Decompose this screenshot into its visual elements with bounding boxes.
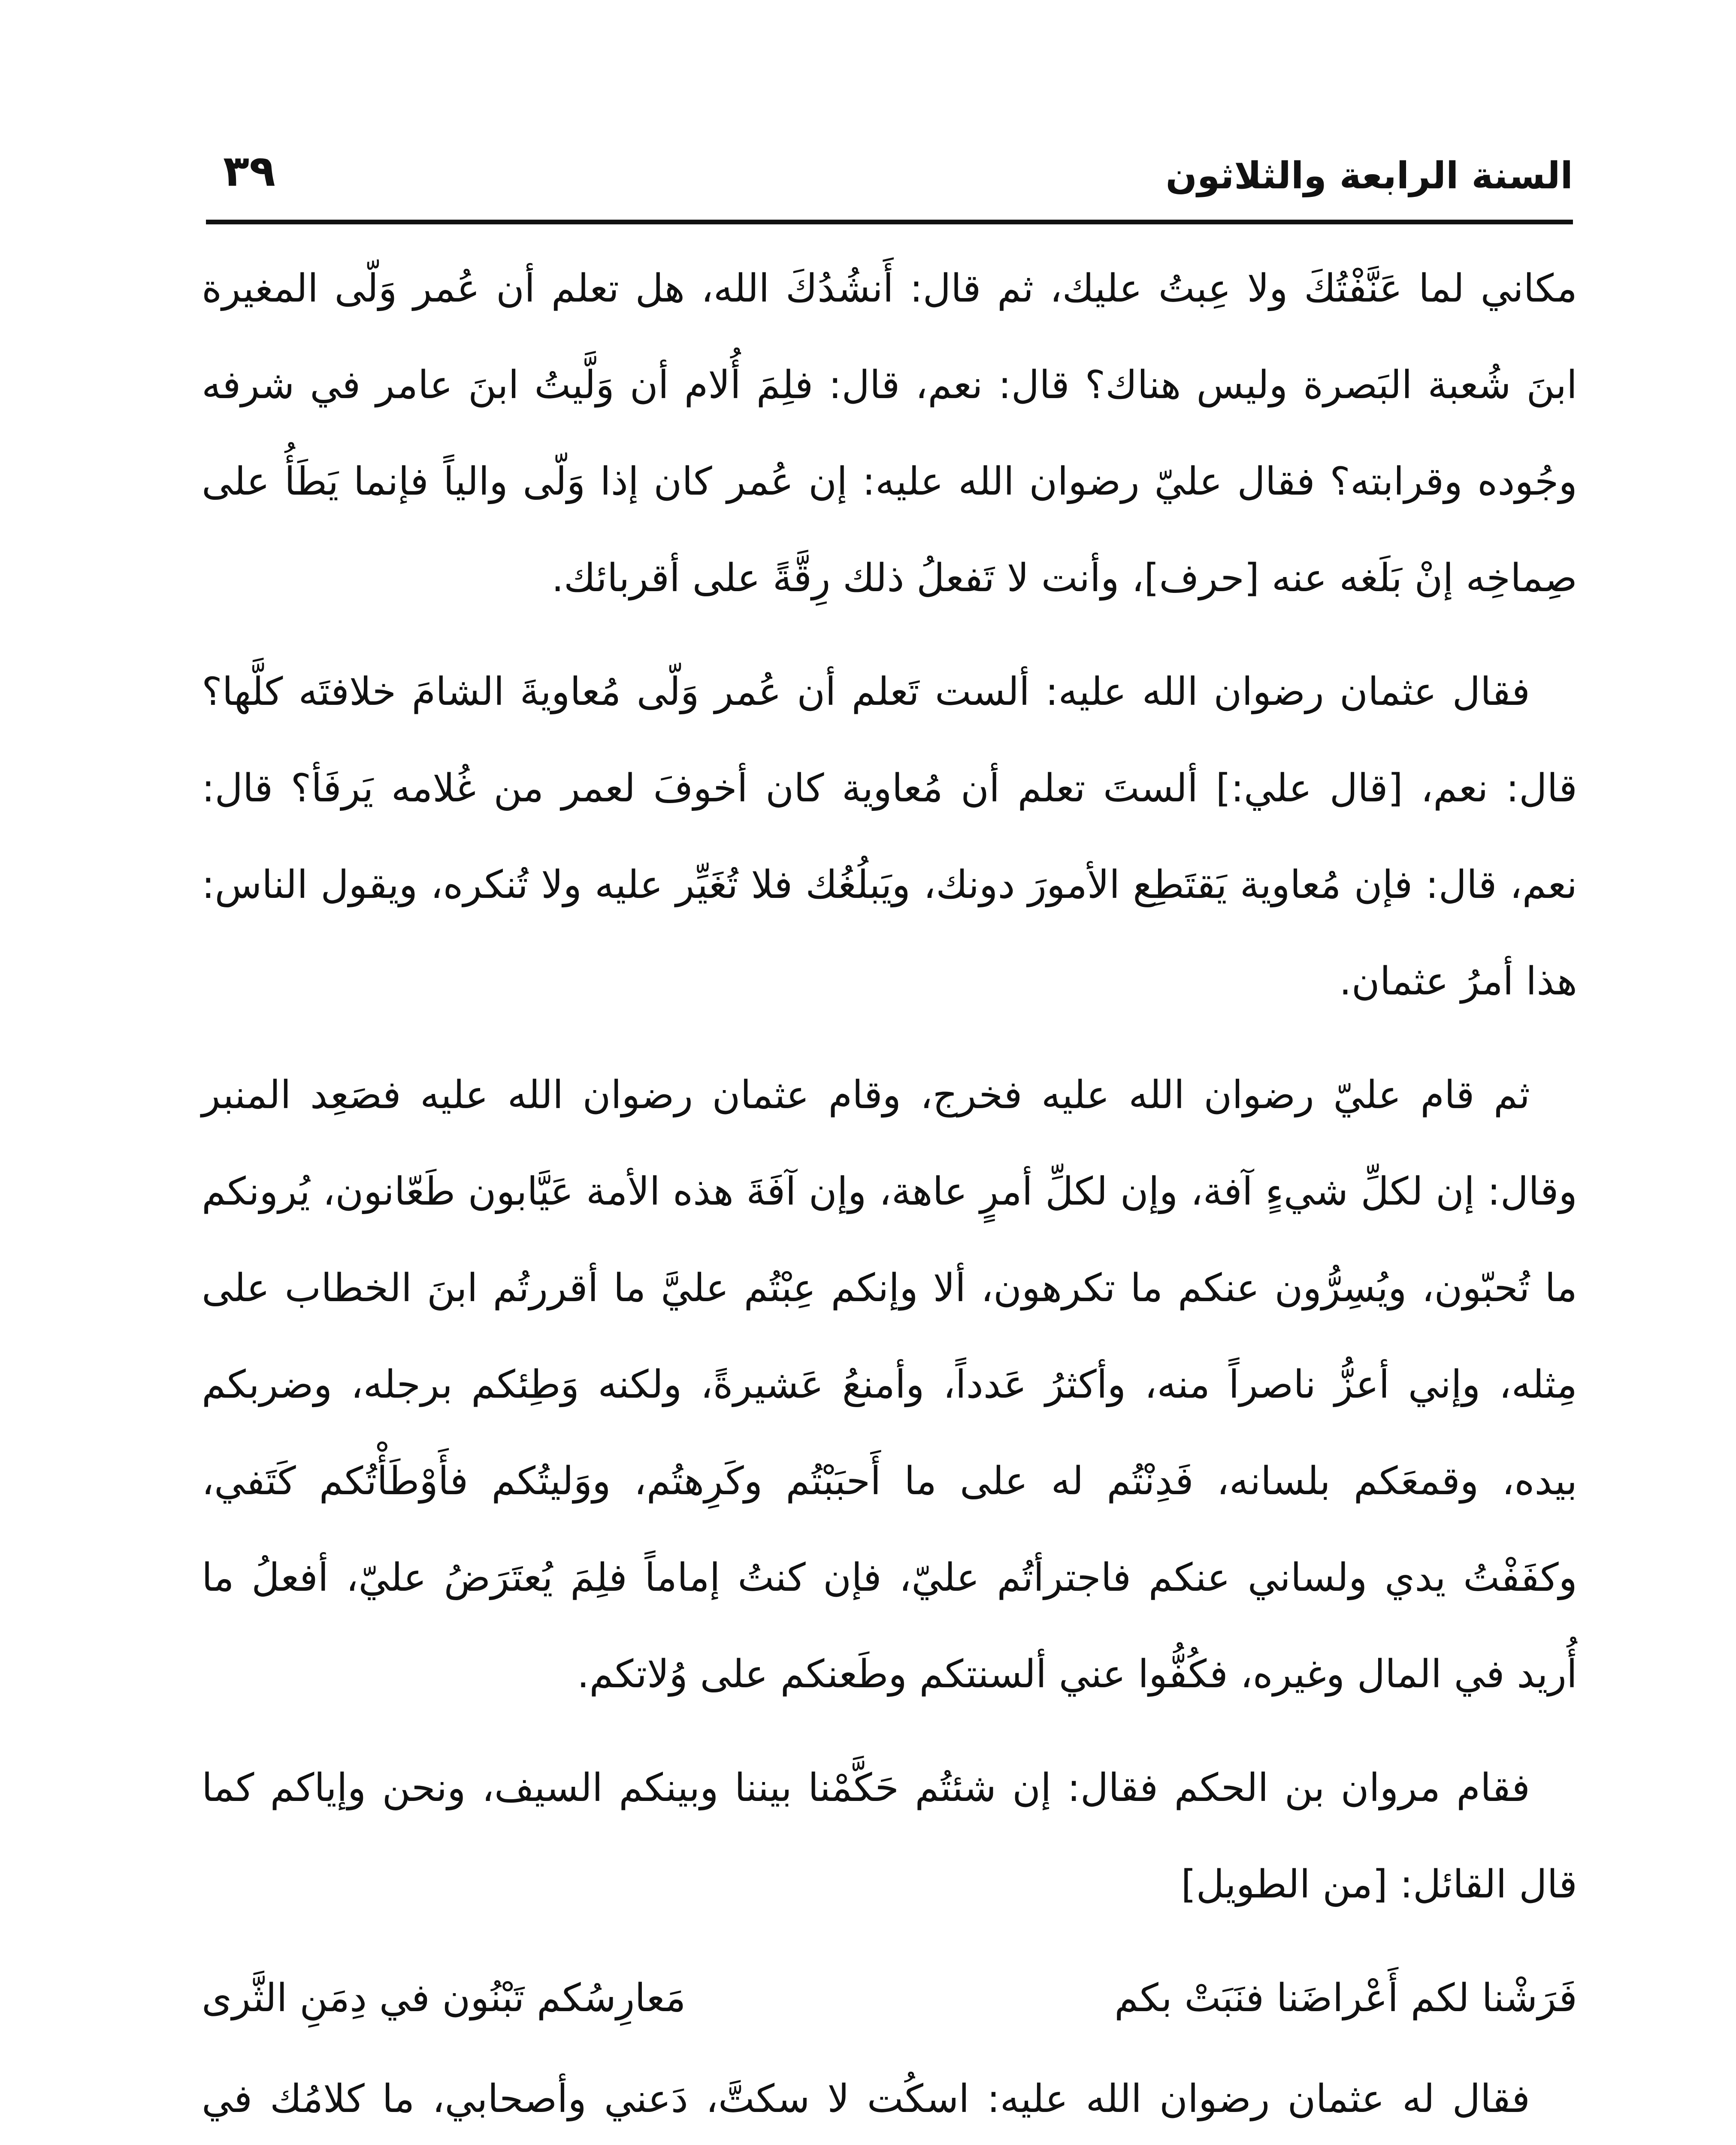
paragraph: مكاني لما عَنَّفْتُكَ ولا عِبتُ عليك، ثم قال: أَنشُدُكَ الله، هل تعلم أن عُمر وَلّى المغيرة ابنَ شُعبة البَصرة وليس هناك؟ قال: نعم، قال: فلِمَ أُلام أن وَلَّيتُ ابنَ عامر في شرفه وجُوده وقرابته؟ فقال عليّ رضوان الله عليه: إن عُمر كان إذا وَلّى والياً فإنما يَطَأُ على صِماخِه إنْ بَلَغه عنه [حرف]، وأنت لا تَفعلُ ذلك رِقَّةً على أقربائك. xyxy=(202,266,1577,601)
running-head: السنة الرابعة والثلاثون xyxy=(1165,154,1573,197)
poetry-verse xyxy=(202,1950,1577,2046)
paragraph: فقام مروان بن الحكم فقال: إن شئتُم حَكَّمْنا بيننا وبينكم السيف، ونحن وإياكم كما قال القائل: [من الطويل] xyxy=(202,1765,1577,1907)
page-body xyxy=(202,240,1577,2145)
verse-first-hemistich: فَرَشْنا لكم أَعْراضَنا فنَبَتْ بكم xyxy=(1114,1976,1577,2021)
verse-second-hemistich: مَعارِسُكم تَبْنُون في دِمَنِ الثَّرى xyxy=(202,1976,686,2021)
header-rule xyxy=(206,220,1573,224)
page-header xyxy=(206,137,1573,214)
paragraph: فقال له عثمان رضوان الله عليه: اسكُت لا سكتَّ، دَعني وأصحابي، ما كلامُك في xyxy=(202,2076,1530,2121)
page-number: ٣٩ xyxy=(223,146,276,196)
paragraph: ثم قام عليّ رضوان الله عليه فخرج، وقام عثمان رضوان الله عليه فصَعِد المنبر وقال: إن لكلِّ شيءٍ آفة، وإن لكلِّ أمرٍ عاهة، وإن آفَةَ هذه الأمة عَيَّابون طَعّانون، يُرونكم ما تُحبّون، ويُسِرُّون عنكم ما تكرهون، ألا وإنكم عِبْتُم عليَّ ما أقررتُم ابنَ الخطاب على مِثله، وإني أعزُّ ناصراً منه، وأكثرُ عَدداً، وأمنعُ عَشيرةً، ولكنه وَطِئكم برجله، وضربكم بيده، وقمعَكم بلسانه، فَدِنْتُم له على ما أَحبَبْتُم وكَرِهتُم، ووَليتُكم فأَوْطَأْتُكم كَتَفي، وكفَفْتُ يدي ولساني عنكم فاجترأتُم عليّ، فإن كنتُ إماماً فلِمَ يُعتَرَضُ عليّ، أفعلُ ما أُريد في المال وغيره، فكُفُّوا عني ألسنتكم وطَعنكم على وُلاتكم. xyxy=(202,1072,1577,1697)
paragraph: فقال عثمان رضوان الله عليه: ألست تَعلم أن عُمر وَلّى مُعاويةَ الشامَ خلافتَه كلَّها؟ قال: نعم، [قال علي:] ألستَ تعلم أن مُعاوية كان أخوفَ لعمر من غُلامه يَرفَأ؟ قال: نعم، قال: فإن مُعاوية يَقتَطِع الأمورَ دونك، ويَبلُغُك فلا تُغَيِّر عليه ولا تُنكره، ويقول الناس: هذا أمرُ عثمان. xyxy=(202,669,1577,1004)
